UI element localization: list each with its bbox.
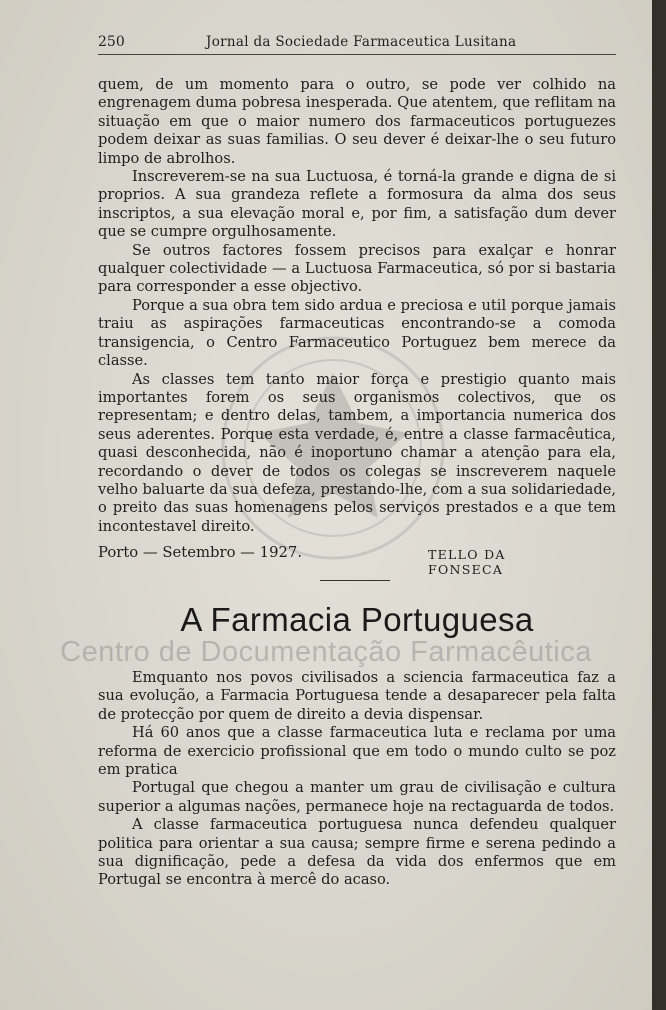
running-title: Jornal da Sociedade Farmaceutica Lusitana — [206, 34, 517, 50]
article-luctuosa-body — [98, 76, 616, 536]
section-divider — [320, 580, 390, 581]
article-farmacia-body — [98, 669, 616, 890]
paragraph: Há 60 anos que a classe farmaceutica luta e reclama por uma reforma de exercicio profissional que em todo o mundo culto se poz em pratica — [98, 724, 616, 779]
paragraph: Inscreverem-se na sua Luctuosa, é torná-la grande e digna de si proprios. A sua grandeza reflete a formosura da alma dos seus inscriptos, a sua elevação moral e, por fim, a satisfação dum dever que se cumpre orgulhosamente. — [98, 168, 616, 241]
paragraph: quem, de um momento para o outro, se pode ver colhido na engrenagem duma pobresa inesperada. Que atentem, que reflitam na situação em que o maior numero dos farmaceuticos portuguezes podem deixar as suas familias. O seu dever é deixar-lhe o seu futuro limpo de abrolhos. — [98, 76, 616, 167]
article-title: A Farmacia Portuguesa — [180, 601, 534, 638]
article-author: TELLO DA FONSECA — [428, 547, 506, 577]
article-date: Porto — Setembro — 1927. — [98, 544, 303, 561]
page-edge — [652, 0, 666, 1010]
paragraph: Se outros factores fossem precisos para exalçar e honrar qualquer colectividade — a Luctuosa Farmaceutica, só por si bastaria para corresponder a esse objectivo. — [98, 241, 616, 296]
page-number: 250 — [98, 34, 125, 50]
paragraph: Emquanto nos povos civilisados a sciencia farmaceutica faz a sua evolução, a Farmacia Portuguesa tende a desaparecer pela falta de protecção por quem de direito a devia dispensar. — [98, 669, 616, 723]
page-header — [98, 34, 616, 55]
paragraph: Portugal que chegou a manter um grau de civilisação e cultura superior a algumas nações, permanece hoje na rectaguarda de todos. — [98, 779, 616, 815]
watermark-text: Centro de Documentação Farmacêutica — [60, 636, 592, 668]
paragraph: As classes tem tanto maior força e prestigio quanto mais importantes forem os seus organismos colectivos, que os representam; e dentro delas, tambem, a importancia numerica dos seus aderentes. Porque esta verdade, é, entre a classe farmacêutica, quasi desconhecida, não é inoportuno chamar a atenção para ela, recordando o dever de todos os colegas se inscreverem naquele velho baluarte da sua defeza, prestando-lhe, com a sua solidariedade, o preito das suas homenagens pelos serviços prestados e a que tem incontestavel direito. — [98, 370, 616, 535]
paragraph: Porque a sua obra tem sido ardua e preciosa e util porque jamais traiu as aspirações farmaceuticas encontrando-se a comoda transigencia, o Centro Farmaceutico Portuguez bem merece da classe. — [98, 296, 616, 370]
paragraph: A classe farmaceutica portuguesa nunca defendeu qualquer politica para orientar a sua causa; sempre firme e serena pedindo a sua dignificação, pede a defesa da vida dos enfermos que em Portugal se encontra à mercê do acaso. — [98, 816, 616, 889]
